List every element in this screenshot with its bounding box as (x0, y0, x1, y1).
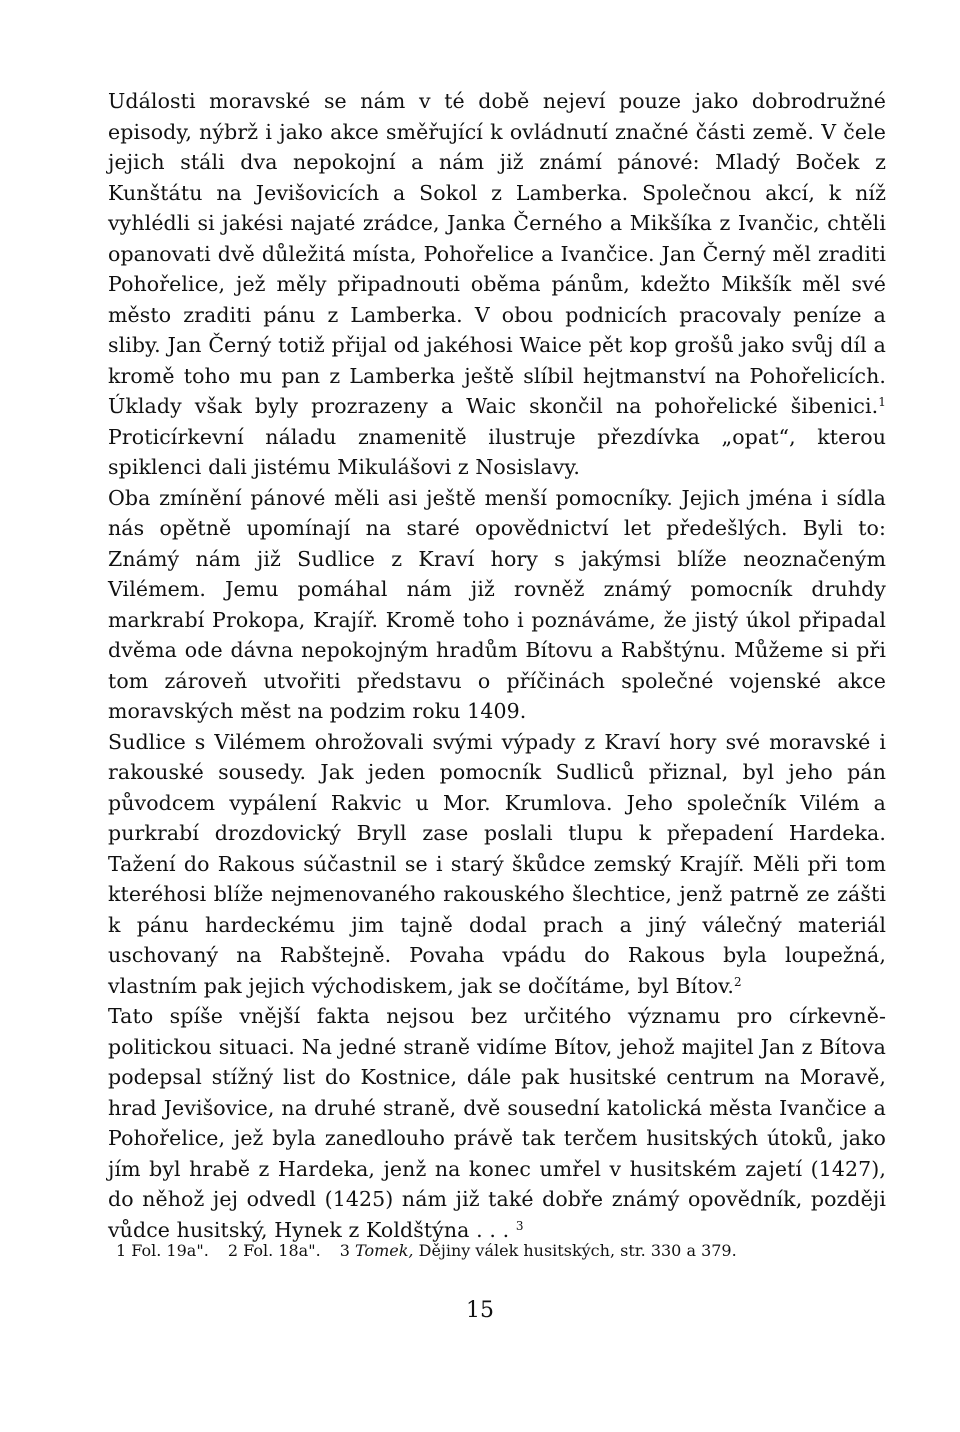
paragraph-4 (108, 1001, 886, 1245)
footnote-3-author: Tomek, (355, 1241, 414, 1260)
footnote-1 (116, 1241, 209, 1260)
footnote-2-number: 2 (227, 1241, 239, 1260)
paragraph-4-text: Tato spíše vnější fakta nejsou bez určitého významu pro církevně-politickou situaci. Na jedné straně vidíme Bítov, jehož majitel Jan z Bítova podepsal stížný list do Kostnice, dále pak husitské centrum na Moravě, hrad Jevišovice, na druhé straně, dvě sousední katolická města Ivančice a Pohořelice, jež byla zanedlouho právě tak terčem husitských útoků, jako jím byl hrabě z Hardeka, jenž na konec umřel v husitském zajetí (1427), do něhož jej odvedl (1425) nám již také dobře známý opovědník, později vůdce husitský, Hynek z Koldštýna . . . (108, 1004, 886, 1242)
footnote-3-number: 3 (339, 1241, 350, 1260)
paragraph-1-text: Události moravské se nám v té době nejeví pouze jako dobrodružné episody, nýbrž i jako akce směřující k ovládnutí značné části země. V čele jejich stáli dva nepokojní a nám již známí pánové: Mladý Boček z Kunštátu na Jevišovicích a Sokol z Lamberka. Společnou akcí, k níž vyhlédli si jakési najaté zrádce, Janka Černého a Mikšíka z Ivančic, chtěli opanovati dvě důležitá místa, Pohořelice a Ivančice. Jan Černý měl zraditi Pohořelice, jež měly připadnouti oběma pánům, kdežto Mikšík měl své město zraditi pánu z Lamberka. V obou podnicích pracovaly peníze a sliby. Jan Černý totiž přijal od jakéhosi Waice pět kop grošů jako svůj díl a kromě toho mu pan z Lamberka ještě slíbil hejtmanství na Pohořelicích. Úklady však byly prozrazeny a Waic skončil na pohořelické šibenici. (108, 89, 886, 418)
paragraph-1 (108, 86, 886, 483)
footnotes (116, 1240, 886, 1262)
page-body (108, 86, 886, 1245)
paragraph-3-text: Sudlice s Vilémem ohrožovali svými výpady z Kraví hory své moravské i rakouské sousedy. Jak jeden pomocník Sudliců přiznal, byl jeho pán původcem vypálení Rakvic u Mor. Krumlova. Jeho společník Vilém a purkrabí drozdovický Bryll zase poslali tlupu k přepadení Hardeka. Tažení do Rakous súčastnil se i starý škůdce zemský Krajíř. Měli při tom kteréhosi blíže nejmenovaného rakouského šlechtice, jenž patrně ze zášti k pánu hardeckému jim tajně dodal prach a jiný válečný materiál uschovaný na Rabštejně. Povaha vpádu do Rakous byla loupežná, vlastním pak jejich východiskem, jak se dočítáme, byl Bítov. (108, 729, 886, 998)
footnote-3-text: Dějiny válek husitských, str. 330 a 379. (418, 1241, 737, 1260)
paragraph-2 (108, 483, 886, 727)
footnote-ref-3: 3 (515, 1218, 524, 1233)
paragraph-3 (108, 727, 886, 1002)
page-number: 15 (466, 1298, 494, 1323)
footnote-ref-1: 1 (878, 395, 886, 409)
footnote-1-number: 1 (116, 1241, 127, 1260)
footnote-1-text: Fol. 19a". (131, 1241, 209, 1260)
footnote-3 (340, 1241, 737, 1260)
footnote-2-text: Fol. 18a". (243, 1241, 321, 1260)
footnote-2 (228, 1241, 321, 1260)
footnote-ref-2: 2 (734, 974, 742, 989)
paragraph-2-text: Oba zmínění pánové měli asi ještě menší pomocníky. Jejich jména i sídla nás opětně upomínají na staré opovědnictví let předešlých. Byli to: Známý nám již Sudlice z Kraví hory s jakýmsi blíže neoznačeným Vilémem. Jemu pomáhal nám již rovněž známý pomocník druhdy markrabí Prokopa, Krajíř. Kromě toho i poznáváme, že jistý úkol připadal dvěma ode dávna nepokojným hradům Bítovu a Rabštýnu. Můžeme si při tom zároveň utvořiti představu o příčinách společné vojenské akce moravských měst na podzim roku 1409. (108, 485, 886, 723)
paragraph-1-rest: Proticírkevní náladu znamenitě ilustruje přezdívka „opat“, kterou spiklenci dali jistému Mikulášovi z Nosislavy. (108, 424, 886, 479)
